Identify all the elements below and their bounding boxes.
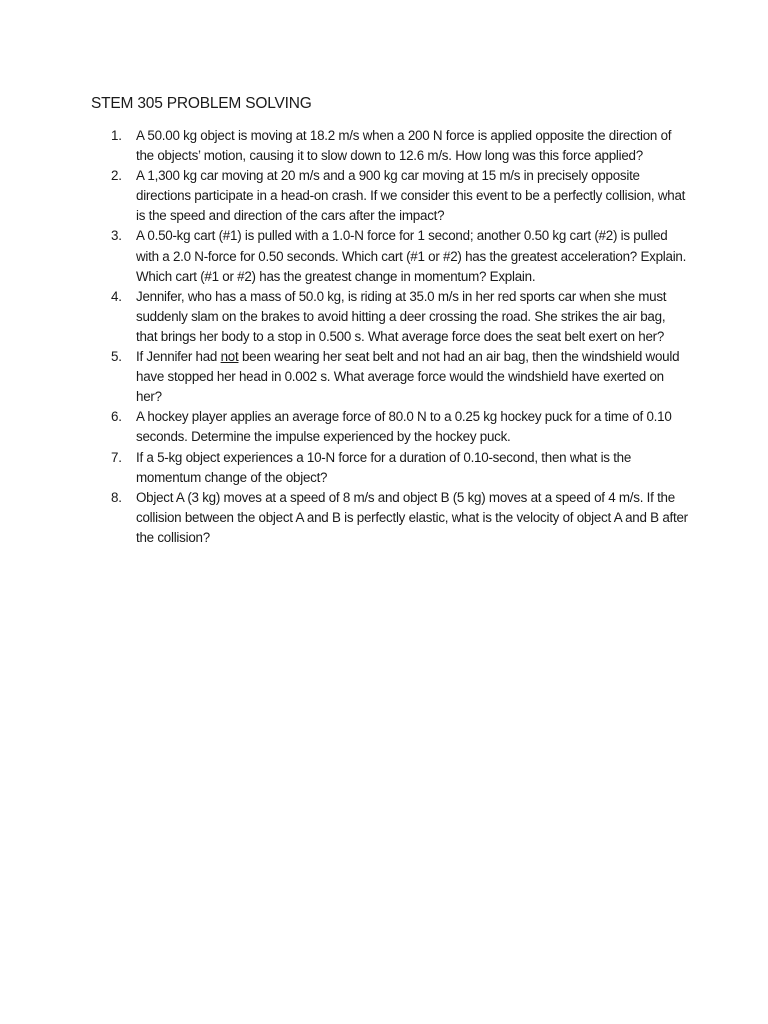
problem-text-after: been wearing her seat belt and not had an air bag, then the windshield would have stopped her head in 0.002 s. What average force would the windshield have exerted on her? (136, 349, 680, 405)
problem-item-8 (109, 488, 689, 548)
problem-item-5 (109, 347, 689, 407)
problem-text (136, 349, 679, 404)
problem-text: A hockey player applies an average force of 80.0 N to a 0.25 kg hockey puck for a time of 0.10 seconds. Determine the impulse experienced by the hockey puck. (136, 409, 672, 445)
problem-number: 1. (111, 128, 122, 143)
problem-item-4 (109, 287, 689, 347)
problem-item-7 (109, 448, 689, 488)
problem-number: 7. (111, 449, 122, 465)
problem-text: Object A (3 kg) moves at a speed of 8 m/s and object B (5 kg) moves at a speed of 4 m/s. If the collision between the object A and B is perfectly elastic, what is the velocity of object A and B after the collision? (136, 489, 688, 545)
problem-number: 8. (111, 489, 122, 505)
problem-number: 2. (111, 168, 122, 184)
problem-item-1 (109, 126, 689, 166)
problem-number: 6. (111, 409, 122, 425)
problem-text: A 50.00 kg object is moving at 18.2 m/s when a 200 N force is applied opposite the direction of the objects’ motion, causing it to slow down to 12.6 m/s. How long was this force applied? (136, 128, 672, 164)
document-title: STEM 305 PROBLEM SOLVING (91, 95, 312, 112)
problem-number: 5. (111, 349, 122, 365)
problem-item-2 (109, 166, 689, 226)
problem-number: 3. (111, 228, 122, 244)
problem-text: Jennifer, who has a mass of 50.0 kg, is riding at 35.0 m/s in her red sports car when she must suddenly slam on the brakes to avoid hitting a deer crossing the road. She strikes the air bag, that brings her body to a stop in 0.500 s. What average force does the seat belt exert on her? (136, 288, 667, 344)
problem-item-6 (109, 407, 689, 447)
underlined-word: not (220, 349, 239, 365)
problem-list (109, 126, 689, 548)
problem-item-3 (109, 226, 689, 286)
problem-text-before: If Jennifer had (136, 349, 221, 365)
problem-number: 4. (111, 288, 122, 304)
problem-text: A 1,300 kg car moving at 20 m/s and a 900 kg car moving at 15 m/s in precisely opposite directions participate in a head-on crash. If we consider this event to be a perfectly collision, what is the speed and direction of the cars after the impact? (136, 168, 686, 224)
problem-text: A 0.50-kg cart (#1) is pulled with a 1.0-N force for 1 second; another 0.50 kg cart (#2) is pulled with a 2.0 N-force for 0.50 seconds. Which cart (#1 or #2) has the greatest acceleration? Explain. Which cart (#1 or #2) has the greatest change in momentum? Explain. (136, 228, 687, 284)
problem-text: If a 5-kg object experiences a 10-N force for a duration of 0.10-second, then what is the momentum change of the object? (136, 449, 632, 485)
